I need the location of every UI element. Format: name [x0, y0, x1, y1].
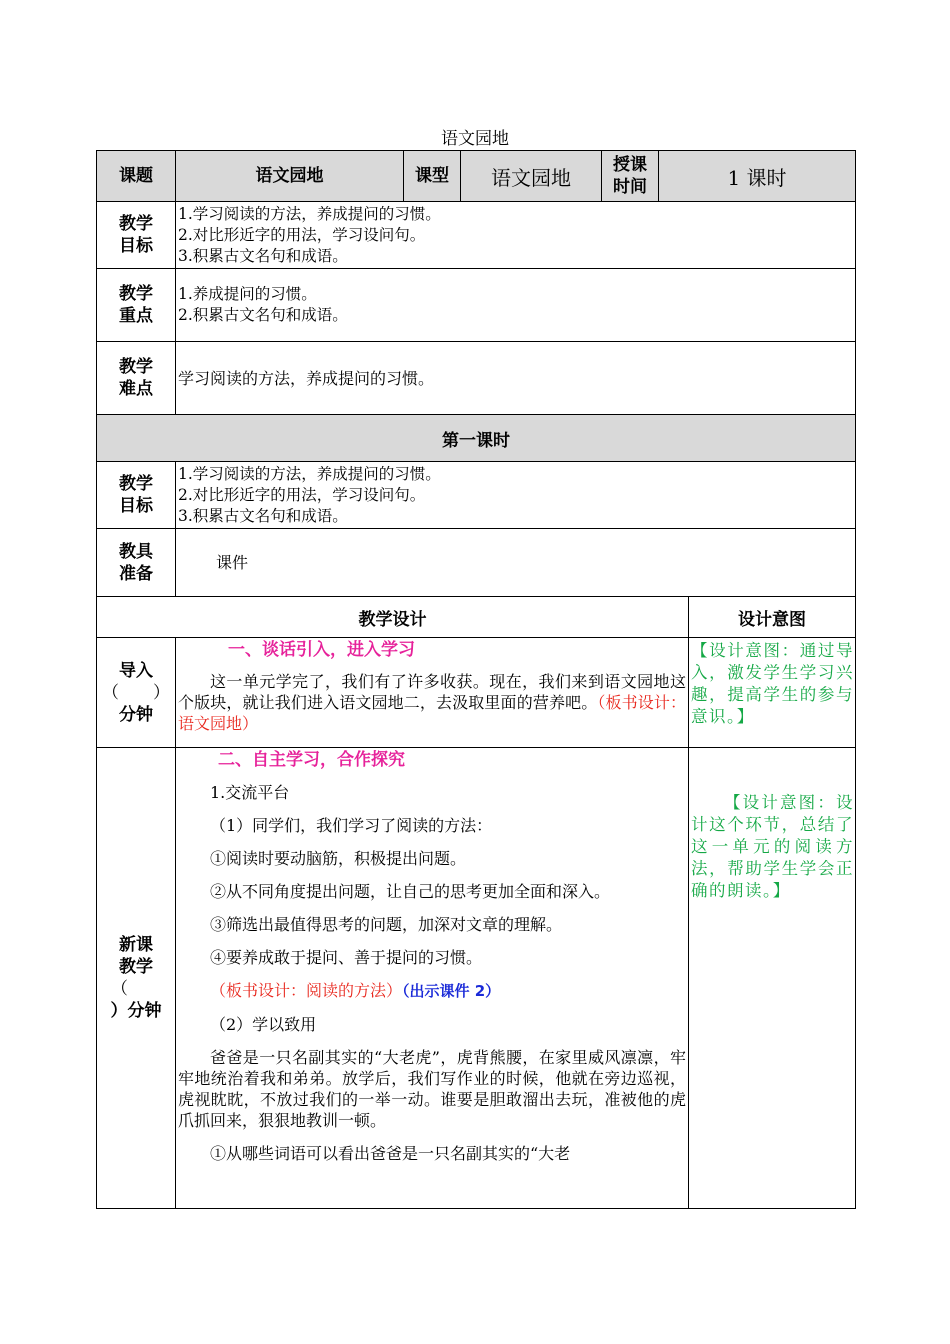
newlesson-intent-text: 【设计意图：设计这个环节，总结了这一单元的阅读方法，帮助学生学会正确的朗读。】 [691, 793, 854, 900]
document-title: 语文园地 [441, 129, 509, 149]
newlesson-label-line3: （ [111, 979, 128, 999]
difficulty-label-line1: 教学 [119, 357, 153, 377]
subject-label: 课题 [97, 151, 176, 202]
type-label: 课型 [404, 151, 461, 202]
newlesson-label-line1: 新课 [119, 935, 153, 955]
newlesson-label-line4: ）分钟 [110, 1001, 162, 1021]
intro-row [97, 638, 856, 748]
newlesson-row [97, 748, 856, 1209]
lesson-one-title: 第一课时 [97, 415, 856, 462]
goals2-label [97, 462, 176, 529]
lesson-one-row [97, 415, 856, 462]
goals2-content [176, 462, 856, 529]
goals-label-line2: 目标 [119, 236, 153, 256]
time-label [602, 151, 659, 202]
tools-label-line1: 教具 [119, 541, 153, 562]
courseware-note: （出示课件 2） [402, 982, 501, 1000]
intro-intent [689, 638, 856, 748]
newlesson-label [97, 748, 176, 1209]
story-paragraph: 爸爸是一只名副其实的“大老虎”，虎背熊腰，在家里威风凛凛，牢牢地统治着我和弟弟。放学后，我们写作业的时候，他就在旁边巡视，虎视眈眈，不放过我们的一举一动。谁要是胆敢溜出去玩，准被他的虎爪抓回来，狠狠地教训一顿。 [178, 1048, 686, 1130]
intro-board-note: （板书设计：语文园地） [178, 693, 686, 733]
subject-value: 语文园地 [176, 151, 404, 202]
goals2-label-line2: 目标 [119, 496, 153, 516]
goals-row [97, 202, 856, 269]
goals-label [97, 202, 176, 269]
goals2-label-line1: 教学 [119, 474, 153, 494]
method-three: ③筛选出最值得思考的问题，加深对文章的理解。 [210, 915, 563, 934]
difficulty-row [97, 342, 856, 415]
focus-row [97, 269, 856, 342]
time-label-line1: 授课 [613, 155, 647, 175]
goal-item: 1.学习阅读的方法，养成提问的习惯。 [178, 464, 441, 483]
tools-content: 课件 [176, 529, 856, 597]
tools-label-line2: 准备 [119, 563, 153, 584]
goals-label-line1: 教学 [119, 214, 153, 234]
intro-heading: 一、谈话引入，进入学习 [228, 640, 415, 660]
lesson-plan-table [96, 150, 856, 1209]
design-header-row [97, 597, 856, 638]
newlesson-intent [689, 748, 856, 1209]
focus-label-line1: 教学 [119, 284, 153, 304]
time-label-line2: 时间 [613, 177, 647, 197]
board-line [178, 980, 686, 1002]
intro-label-line3: 分钟 [119, 704, 153, 725]
newlesson-heading: 二、自主学习，合作探究 [218, 750, 405, 770]
newlesson-content [176, 748, 689, 1209]
goal-item: 2.对比形近字的用法，学习设问句。 [178, 485, 426, 504]
intro-intent-text: 【设计意图：通过导入，激发学生学习兴趣，提高学生的参与意识。】 [691, 641, 854, 726]
intro-paragraph-text: 这一单元学完了，我们有了许多收获。现在，我们来到语文园地这个版块，就让我们进入语文园地二，去汲取里面的营养吧。 [178, 672, 686, 712]
intro-label [97, 638, 176, 748]
ask-line: ①从哪些词语可以看出爸爸是一只名副其实的“大老 [210, 1144, 571, 1163]
intro-content [176, 638, 689, 748]
tools-row [97, 529, 856, 597]
board-note: （板书设计：阅读的方法） [210, 981, 403, 1000]
difficulty-label-line2: 难点 [119, 379, 153, 399]
intro-paragraph [178, 671, 686, 734]
question-one: （1）同学们，我们学习了阅读的方法： [210, 816, 493, 835]
difficulty-content: 学习阅读的方法，养成提问的习惯。 [176, 342, 856, 415]
type-value: 语文园地 [461, 151, 602, 202]
intro-label-line1: 导入 [119, 660, 153, 681]
design-header-right: 设计意图 [689, 597, 856, 638]
design-header-left: 教学设计 [97, 597, 689, 638]
goal-item: 3.积累古文名句和成语。 [178, 246, 348, 265]
focus-content [176, 269, 856, 342]
focus-label [97, 269, 176, 342]
goals-content [176, 202, 856, 269]
question-two: （2）学以致用 [210, 1015, 317, 1034]
goal-item: 3.积累古文名句和成语。 [178, 506, 348, 525]
method-four: ④要养成敢于提问、善于提问的习惯。 [210, 948, 483, 967]
focus-label-line2: 重点 [119, 306, 153, 326]
goal-item: 1.学习阅读的方法，养成提问的习惯。 [178, 204, 441, 223]
newlesson-label-line2: 教学 [119, 957, 153, 977]
header-row [97, 151, 856, 202]
exchange-platform: 1.交流平台 [210, 783, 290, 802]
difficulty-label [97, 342, 176, 415]
method-one: ①阅读时要动脑筋，积极提出问题。 [210, 849, 467, 868]
goals2-row [97, 462, 856, 529]
time-value: 1 课时 [659, 151, 856, 202]
tools-label [97, 529, 176, 597]
intro-label-line2: （ ） [102, 682, 170, 703]
focus-item: 1.养成提问的习惯。 [178, 285, 317, 303]
focus-item: 2.积累古文名句和成语。 [178, 306, 348, 324]
goal-item: 2.对比形近字的用法，学习设问句。 [178, 225, 426, 244]
method-two: ②从不同角度提出问题，让自己的思考更加全面和深入。 [210, 882, 611, 901]
newlesson-content-inner [178, 750, 686, 1205]
